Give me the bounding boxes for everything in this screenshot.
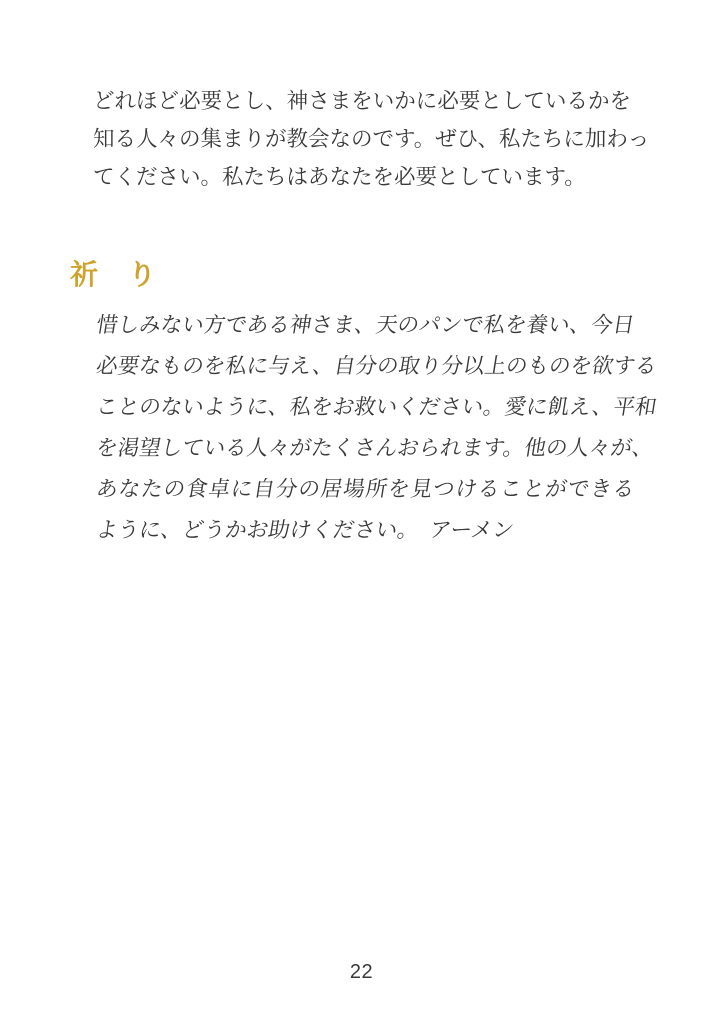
intro-line-1: どれほど必要とし、神さまをいかに必要としているかを [93,89,631,113]
prayer-line-4: を渇望している人々がたくさんおられます。他の人々が、 [94,436,656,460]
prayer-line-6: ように、どうかお助けください。 アーメン [94,518,516,542]
prayer-line-3: ことのないように、私をお救いください。愛に飢え、平和 [94,395,659,419]
intro-line-3: てください。私たちはあなたを必要としています。 [93,165,586,189]
intro-paragraph [93,82,650,196]
intro-line-2: 知る人々の集まりが教会なのです。ぜひ、私たちに加わっ [93,127,650,151]
prayer-line-5: あなたの食卓に自分の居場所を見つけることができる [94,477,637,501]
prayer-line-2: 必要なものを私に与え、自分の取り分以上のものを欲する [94,354,659,378]
page-number: 22 [349,961,374,983]
prayer-line-1: 惜しみない方である神さま、天のパンで私を養い、今日 [94,313,637,337]
prayer-paragraph [93,305,659,551]
prayer-heading: 祈 り [70,259,158,290]
